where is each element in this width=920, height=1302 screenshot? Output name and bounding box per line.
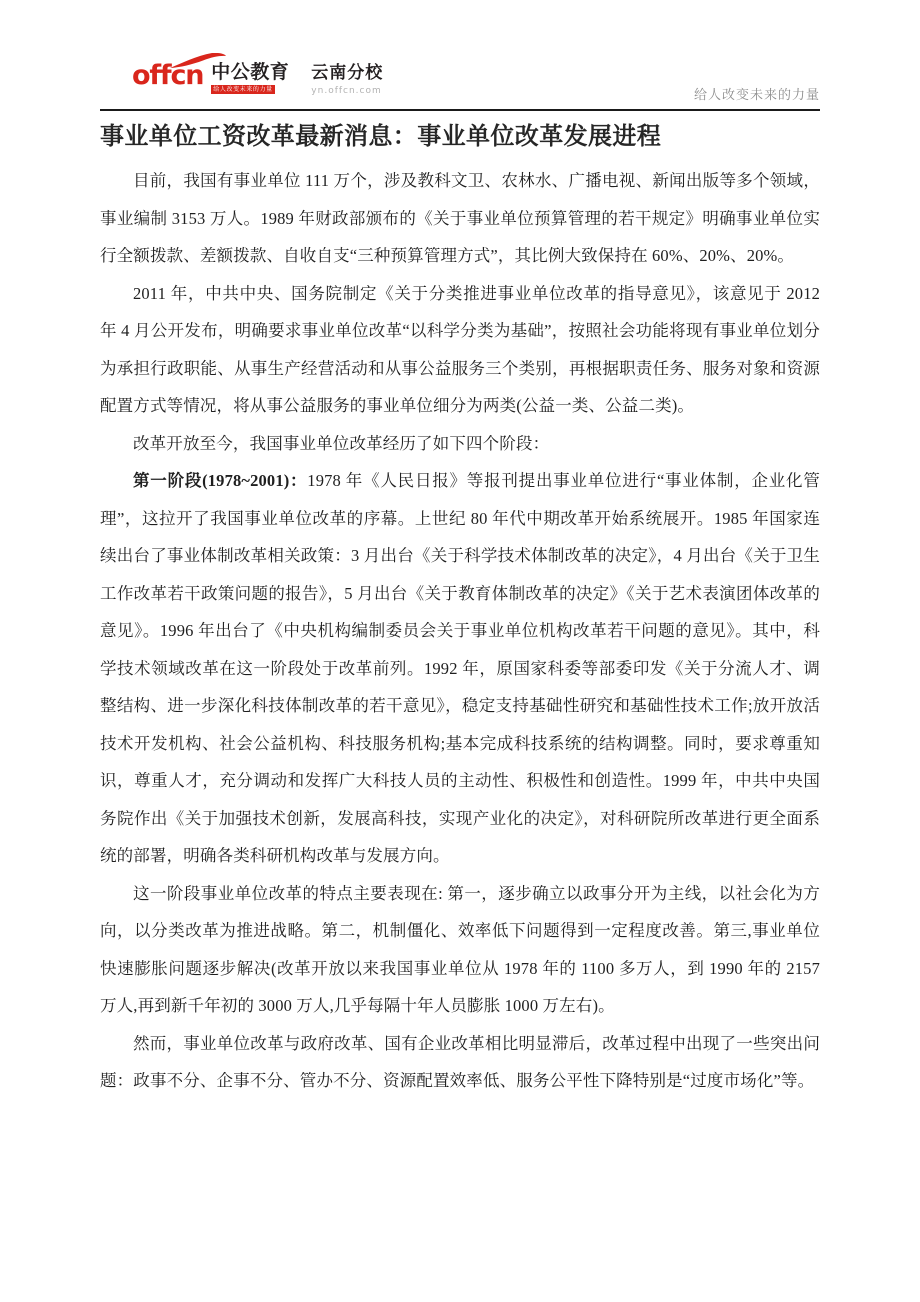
offcn-brand-logo[interactable]: [132, 62, 383, 96]
paragraph: [100, 275, 820, 425]
paragraph-text: 改革开放至今，我国事业单位改革经历了如下四个阶段：: [133, 433, 550, 453]
page-title: 事业单位工资改革最新消息：事业单位改革发展进程: [100, 122, 662, 150]
offcn-logo-slogan: 给人改变未来的力量: [213, 85, 273, 93]
offcn-wordmark-text: offcn: [132, 60, 204, 91]
branch-url: yn.offcn.com: [311, 85, 382, 96]
article-body: [100, 120, 820, 1100]
paragraph: [100, 462, 820, 875]
paragraph: [100, 162, 820, 275]
paragraph-text: 然而，事业单位改革与政府改革、国有企业改革相比明显滞后，改革过程中出现了一些突出问题：政事不分、企事不分、管办不分、资源配置效率低、服务公平性下降特别是“过度市场化”等。: [100, 1033, 820, 1091]
paragraph: [100, 875, 820, 1025]
paragraph-lead: 第一阶段(1978~2001)：: [133, 471, 308, 491]
paragraph: [100, 1025, 820, 1100]
branch-name: 云南分校: [311, 63, 384, 83]
branch-block: [311, 62, 383, 96]
offcn-wordmark: [132, 62, 203, 89]
paragraph-text: 这一阶段事业单位改革的特点主要表现在: 第一，逐步确立以政事分开为主线，以社会化为方向，以分类改革为推进战略。第二，机制僵化、效率低下问题得到一定程度改善。第三,事业单位快速膨胀问题逐步解决(改革开放以来我国事业单位从 1978 年的 1100 多万人，到 1990 年的 2157 万人,再到新千年初的 3000 万人,几乎每隔十年人员膨胀 1000 万左右)。: [100, 883, 820, 1016]
page-header: [0, 0, 920, 112]
header-divider: [100, 109, 820, 111]
offcn-chinese-name: 中公教育: [211, 61, 290, 83]
paragraph-text: 目前，我国有事业单位 111 万个，涉及教科文卫、农林水、广播电视、新闻出版等多个领域，事业编制 3153 万人。1989 年财政部颁布的《关于事业单位预算管理的若干规定》明确事业单位实行全额拨款、差额拨款、自收自支“三种预算管理方式”，其比例大致保持在 60%、20%、20%。: [100, 171, 820, 266]
paragraph-text: 1978 年《人民日报》等报刊提出事业单位进行“事业体制，企业化管理”，这拉开了我国事业单位改革的序幕。上世纪 80 年代中期改革开始系统展开。1985 年国家连续出台了事业体制改革相关政策：3 月出台《关于科学技术体制改革的决定》，4 月出台《关于卫生工作改革若干政策问题的报告》，5 月出台《关于教育体制改革的决定》《关于艺术表演团体改革的意见》。1996 年出台了《中央机构编制委员会关于事业单位机构改革若干问题的意见》。其中，科学技术领域改革在这一阶段处于改革前列。1992 年，原国家科委等部委印发《关于分流人才、调整结构、进一步深化科技体制改革的若干意见》，稳定支持基础性研究和基础性技术工作;放开放活技术开发机构、社会公益机构、科技服务机构;基本完成科技系统的结构调整。同时，要求尊重知识，尊重人才，充分调动和发挥广大科技人员的主动性、积极性和创造性。1999 年，中共中央国务院作出《关于加强技术创新，发展高科技，实现产业化的决定》，对科研院所改革进行更全面系统的部署，明确各类科研机构改革与发展方向。: [100, 471, 820, 866]
paragraph-text: 2011 年，中共中央、国务院制定《关于分类推进事业单位改革的指导意见》，该意见于 2012 年 4 月公开发布，明确要求事业单位改革“以科学分类为基础”，按照社会功能将现有事业单位划分为承担行政职能、从事生产经营活动和从事公益服务三个类别，再根据职责任务、服务对象和资源配置方式等情况，将从事公益服务的事业单位细分为两类(公益一类、公益二类)。: [100, 283, 820, 416]
header-tagline: 给人改变未来的力量: [693, 88, 820, 103]
paragraph: [100, 425, 820, 463]
